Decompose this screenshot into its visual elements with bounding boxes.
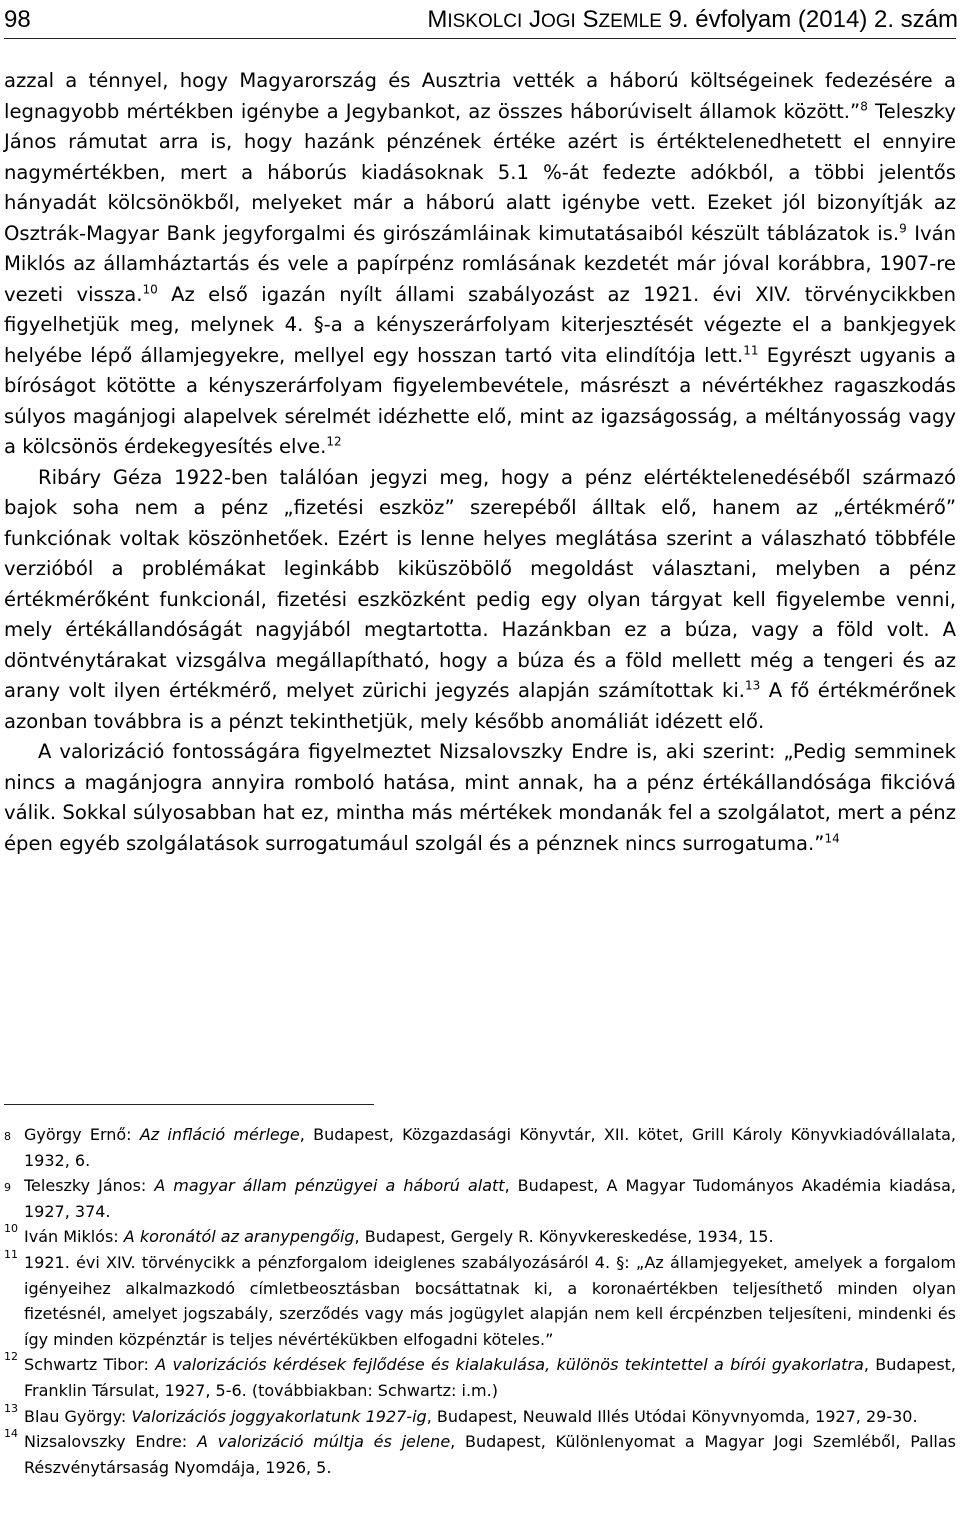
footnote-title: A koronától az aranypengőig [123, 1227, 355, 1247]
footnote-number: 9 [4, 1181, 11, 1195]
body-text [4, 66, 956, 859]
footnote-10: 10 Iván Miklós: A koronától az aranypengőig, Budapest, Gergely R. Könyvkereskedése, 1934, 15. [4, 1222, 774, 1247]
footnotes [4, 1122, 956, 1480]
footnote-separator [4, 1104, 374, 1105]
running-header [4, 4, 958, 36]
footnote-title: A valorizáció múltja és jelene [196, 1432, 451, 1452]
footnote-ref-8[interactable]: 8 [860, 98, 868, 113]
footnote-title: Az infláció mérlege [139, 1125, 300, 1144]
footnote-number: 10 [4, 1222, 18, 1236]
footnote-ref-12[interactable]: 12 [326, 434, 342, 449]
footnote-number: 8 [4, 1130, 11, 1143]
footnote-ref-9[interactable]: 9 [899, 220, 907, 235]
footnote-ref-10[interactable]: 10 [142, 281, 158, 296]
footnote-13: 13 Blau György: Valorizációs joggyakorlatunk 1927-ig, Budapest, Neuwald Illés Utódai Könyvnyomda, 1927, 29-30. [4, 1401, 918, 1426]
page-number: 98 [4, 6, 31, 33]
footnote-number: 14 [4, 1427, 18, 1441]
footnote-ref-13[interactable]: 13 [745, 678, 761, 693]
paragraph-3: A valorizáció fontosságára figyelmeztet Nizsalovszky Endre is, aki szerint: „Pedig semminek nincs a magánjogra annyira romboló hatása, mint annak, ha a pénz értékállandósága fikcióvá válik. Sokkal súlyosabban hat ez, mintha más mértékek mondanák fel a szolgálatot, mert a pénz épen egyéb szolgálatások surrogatumául szolgál és a pénznek nincs surrogatuma.”$^{14}$ [4, 740, 956, 855]
footnote-title: A valorizációs kérdések fejlődése és kialakulása, különös tekintettel a bírói gyakorlatra [155, 1355, 864, 1375]
footnote-12: 12 Schwartz Tibor: A valorizációs kérdések fejlődése és kialakulása, különös tekintettel a bírói gyakorlatra, Budapest, Franklin Társulat, 1927, 5-6. (továbbiakban: Schwartz: i.m.) [4, 1350, 957, 1400]
footnote-9: 9 Teleszky János: A magyar állam pénzügyei a háború alatt, Budapest, A Magyar Tudományos Akadémia kiadása, 1927, 374. [4, 1176, 956, 1221]
journal-volume: 9. évfolyam (2014) 2. szám [668, 6, 958, 33]
footnote-title: A magyar állam pénzügyei a háború alatt [154, 1176, 505, 1196]
paragraph-2: Ribáry Géza 1922-ben találóan jegyzi meg, hogy a pénz elértéktelenedéséből származó bajok soha nem a pénz „fizetési eszköz” szerepéből álltak elő, hanem az „értékmérő” funkciónak voltak köszönhetőek. Ezért is lenne helyes meglátása szerint a válaszható többféle verzióból a problémákat leginkább kiküszöbölő megoldást választani, melyben a pénz értékmérőként funkcionál, fizetési eszközként pedig egy olyan tárgyat kell figyelembe venni, mely értékállandóságát nagyjából megtartotta. Hazánkban ez a búza, vagy a föld volt. A döntvénytárakat vizsgálva megállapítható, hogy a búza és a föld mellett még a tengeri és az arany volt ilyen értékmérő, melyet zürichi jegyzés alapján számítottak ki.$^{13}$ A fő értékmérőnek azonban továbbra is a pénzt tekinthetjük, mely később anomáliát idézett elő. [4, 465, 956, 733]
header-rule [4, 38, 956, 39]
footnote-14: 14 Nizsalovszky Endre: A valorizáció múltja és jelene, Budapest, Különlenyomat a Magyar Jogi Szemléből, Pallas Részvénytársaság Nyomdája, 1926, 5. [4, 1427, 956, 1477]
footnote-8: 8 György Ernő: Az infláció mérlege, Budapest, Közgazdasági Könyvtár, XII. kötet, Grill Károly Könyvkiadóvállalata, 1932, 6. [4, 1125, 957, 1170]
footnote-number: 13 [4, 1401, 18, 1415]
footnote-ref-14[interactable]: 14 [824, 830, 840, 845]
footnote-title: Valorizációs joggyakorlatunk 1927-ig [131, 1406, 427, 1426]
journal-info: MISKOLCI JOGI SZEMLE 9. évfolyam (2014) 2. szám [427, 6, 958, 33]
paragraph-1: azzal a ténnyel, hogy Magyarország és Ausztria vették a háború költségeinek fedezésére a legnagyobb mértékben igénybe a Jegybankot, az összes háborúviselt államok között.”$^8$ Teleszky János rámutat arra is, hogy hazánk pénzének értéke azért is értéktelenedhetett el ennyire nagymértékben, mert a háborús kiadásoknak 5.1 %-át fedezte adókból, a többi jelentős hányadát kölcsönökből, melyeket már a háború alatt igénybe vett. Ezeket jól bizonyítják az Osztrák-Magyar Bank jegyforgalmi és girószámláinak kimutatásaiból készült táblázatok is.$^9$ Iván Miklós az államháztartás és vele a papírpénz romlásának kezdetét már jóval korábbra, 1907-re vezeti vissza.$^{10}$ Az első igazán nyílt állami szabályozást az 1921. évi XIV. törvénycikkben figyelhetjük meg, melynek 4. §-a a kényszerárfolyam kiterjesztését végezte el a bankjegyek helyébe lépő államjegyekre, mellyel egy hosszan tartó vita elindítója lett.$^{11}$ Egyrészt ugyanis a bíróságot kötötte a kényszerárfolyam figyelembevétele, másrészt a névértékhez ragaszkodás súlyos magánjogi alapelvek sérelmét idézhette elő, mint az igazságosság, a méltányosság vagy a kölcsönös érdekegyesítés elve.$^{12}$ [4, 69, 956, 458]
footnote-number: 11 [4, 1247, 18, 1261]
footnote-ref-11[interactable]: 11 [743, 342, 759, 357]
footnote-11: 11 1921. évi XIV. törvénycikk a pénzforgalom ideiglenes szabályozásáról 4. §: „Az államjegyeket, amelyek a forgalom igényeihez alkalmazkodó címletbeosztásban bocsáttatnak ki, a koronaértékben teljesíthető minden olyan fizetésnél, amelyet jogszabály, szerződés vagy más jogügylet alapján nem kell ércpénzben teljesíteni, mindenki és így minden közpénztár is teljes névértékükben elfogadni köteles.” [4, 1247, 956, 1349]
footnote-number: 12 [4, 1350, 18, 1364]
